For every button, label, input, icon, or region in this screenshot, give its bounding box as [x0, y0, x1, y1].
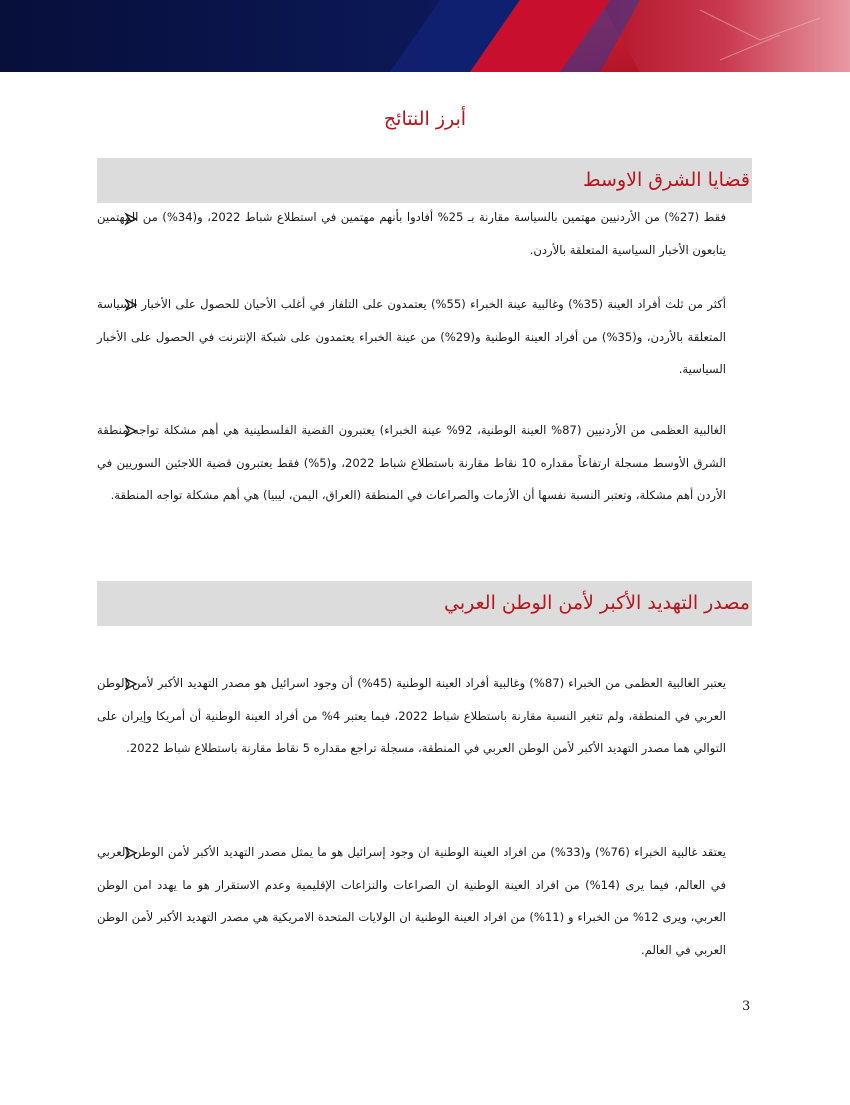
- banner-graphic: [0, 0, 850, 72]
- section-heading-middle-east: [97, 158, 752, 203]
- bullet-text: يعتبر الغالبية العظمى من الخبراء (87%) وغالبية أفراد العينة الوطنية (45%) أن وجود اسرائيل هو مصدر التهديد الأكبر لأمن الوطن العربي في المنطقة، ولم تتغير النسبة مقارنة باستطلاع شباط 2022، فيما يعتبر 4% من أفراد العينة الوطنية أن أمريكا وإيران على التوالي هما مصدر التهديد الأكبر لأمن الوطن العربي في المنطقة، مسجلة تراجع مقداره 5 نقاط مقارنة باستطلاع شباط 2022.: [97, 676, 726, 755]
- section-heading-text: مصدر التهديد الأكبر لأمن الوطن العربي: [444, 592, 750, 614]
- section-heading-text: قضايا الشرق الاوسط: [583, 169, 750, 191]
- header-banner: [0, 0, 850, 72]
- page-title: أبرز النتائج: [383, 108, 467, 130]
- bullet-text: أكثر من ثلث أفراد العينة (35%) وغالبية عينة الخبراء (55%) يعتمدون على التلفاز في أغلب الأحيان للحصول على الأخبار السياسة المتعلقة بالأردن، و(35%) من أفراد العينة الوطنية و(29%) من عينة الخبراء يعتمدون على شبكة الإنترنت في الحصول على الأخبار السياسية.: [97, 297, 726, 376]
- section-heading-threat-source: [97, 581, 752, 626]
- bullet-text: فقط (27%) من الأردنيين مهتمين بالسياسة مقارنة بـ 25% أفادوا بأنهم مهتمين في استطلاع شباط 2022، و(34%) من المهتمين يتابعون الأخبار السياسية المتعلقة بالأردن.: [97, 210, 727, 257]
- bullet-text: الغالبية العظمى من الأردنيين (87% العينة الوطنية، 92% عينة الخبراء) يعتبرون القضية الفلسطينية هي أهم مشكلة تواجه منطقة الشرق الأوسط مسجلة ارتفاعاً مقداره 10 نقاط مقارنة باستطلاع شباط 2022، و(5%) فقط يعتبرون قضية اللاجئين السوريين في الأردن أهم مشكلة، وتعتبر النسبة نفسها أن الأزمات والصراعات في المنطقة (العراق، اليمن، ليبيا) هي أهم مشكلة تواجه المنطقة.: [97, 423, 726, 502]
- page-number: 3: [742, 999, 751, 1014]
- bullet-text: يعتقد غالبية الخبراء (76%) و(33%) من افراد العينة الوطنية ان وجود إسرائيل هو ما يمثل مصدر التهديد الأكبر لأمن الوطن العربي في العالم، فيما يرى (14%) من افراد العينة الوطنية ان الصراعات والنزاعات الإقليمية وعدم الاستقرار هو ما يهدد امن الوطن العربي، ويرى 12% من الخبراء و (11%) من افراد العينة الوطنية ان الولايات المتحدة الامريكية هي مصدر التهديد الأكبر لأمن الوطن العربي في العالم.: [97, 845, 726, 957]
